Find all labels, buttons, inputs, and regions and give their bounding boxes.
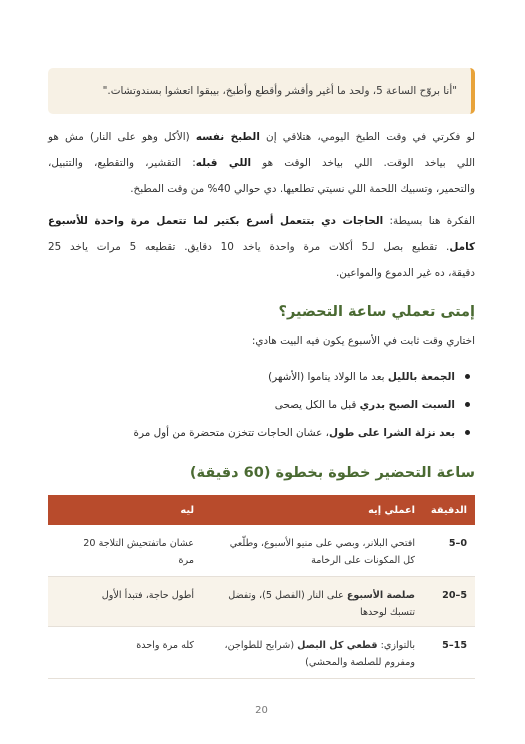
task-line: كل المكونات على الرخامة [311, 555, 415, 566]
idea-paragraph [48, 208, 475, 286]
para2-line1 [48, 208, 475, 234]
para1-line3: والتحمير، وتسبيك اللحمة اللي نسيتي تطلعيها. دي حوالي 40% من وقت المطبخ. [130, 183, 475, 195]
section-heading-when: إمتى تعملي ساعة التحضير؟ [278, 304, 475, 320]
list-item [48, 391, 475, 419]
bullet-text: بعد ما الولاد يناموا (الأشهر) [268, 371, 388, 383]
table-row [48, 627, 475, 679]
section-heading-steps: ساعة التحضير خطوة بخطوة (60 دقيقة) [189, 465, 475, 481]
para2-line3: دقيقة، ده غير الدموع والمواعين. [335, 267, 475, 279]
bullet-text: قبل ما الكل يصحى [274, 399, 360, 411]
cell-why: كله مرة واحدة [48, 627, 202, 679]
task-text: (شرايح للطواجن، [224, 640, 298, 651]
para2-line2 [48, 234, 475, 260]
text-run: . تقطيع بصل لـ5 أكلات مرة واحدة ياخد 10 دقايق. تقطيعه 5 مرات ياخد 25 [48, 241, 450, 253]
bold-run: الحاجات دي بتتعمل أسرع بكتير لما تتعمل مرة واحدة للأسبوع [48, 215, 384, 227]
cell-why [48, 525, 202, 577]
cell-task [202, 525, 423, 577]
text-run: (الأكل وهو على النار) مش هو [48, 131, 196, 143]
prep-schedule-table [48, 495, 475, 679]
para1-line1 [48, 124, 475, 150]
cell-minute: 0–5 [423, 525, 475, 577]
table-header-row [48, 495, 475, 525]
page-number: 20 [255, 705, 268, 716]
task-line: افتحي البلانر، وبصي على منيو الأسبوع، وطلّعي [229, 538, 415, 549]
bold-run: الطبخ نفسه [195, 131, 260, 143]
bold-run: كامل [449, 241, 476, 253]
cell-why: أطول حاجة، فتبدأ الأول [48, 577, 202, 627]
text-run: : التقشير، والتقطيع، والتتبيل، [48, 157, 196, 169]
bullet-icon [465, 374, 470, 379]
task-bold: قطعي كل البصل [297, 640, 378, 651]
task-bold: صلصة الأسبوع [346, 590, 415, 601]
why-line: عشان ماتفتحيش التلاجة 20 [83, 538, 194, 549]
bullet-bold: بعد نزلة الشرا على طول [328, 427, 455, 439]
bullet-bold: السبت الصبح بدري [359, 399, 455, 411]
cell-task [202, 627, 423, 679]
quote-text: "أنا بروّح الساعة 5، ولحد ما أغير وأقشر وأقطع وأطبخ، بيبقوا اتعشوا بسندوتشات." [102, 85, 457, 97]
header-why: ليه [48, 495, 202, 525]
list-item [48, 363, 475, 391]
text-run: لو فكرتي في وقت الطبخ اليومي، هتلاقي إن [259, 131, 475, 143]
text-run: الفكرة هنا بسيطة: [383, 215, 475, 227]
intro-line [48, 328, 475, 354]
quote-callout [48, 68, 475, 114]
bullet-icon [465, 402, 470, 407]
task-text: على النار (الفصل 5)، وتفضل [228, 590, 347, 601]
table-row [48, 577, 475, 627]
header-task: اعملي إيه [202, 495, 423, 525]
task-text: بالتوازي: [377, 640, 415, 651]
bullet-icon [465, 430, 470, 435]
cell-minute: 15–5 [423, 627, 475, 679]
bold-run: اللي قبله [195, 157, 252, 169]
page [48, 0, 475, 744]
cell-minute: 5–20 [423, 577, 475, 627]
task-line: تتسبك لوحدها [360, 607, 415, 618]
header-minute: الدقيقة [423, 495, 475, 525]
task-line: ومفروم للصلصة والمحشي) [305, 657, 415, 668]
when-bullet-list [48, 363, 475, 447]
bullet-bold: الجمعة بالليل [387, 371, 455, 383]
bullet-text: ، عشان الحاجات تتخزن متحضرة من أول مرة [133, 427, 329, 439]
intro-paragraph [48, 124, 475, 202]
para1-line2 [48, 150, 475, 176]
intro-text: اختاري وقت ثابت في الأسبوع يكون فيه البيت هادي: [251, 335, 475, 347]
list-item [48, 419, 475, 447]
text-run: اللي بياخد الوقت. اللي بياخد الوقت هو [251, 157, 476, 169]
table-row [48, 525, 475, 577]
why-line: مرة [178, 555, 194, 566]
cell-task [202, 577, 423, 627]
